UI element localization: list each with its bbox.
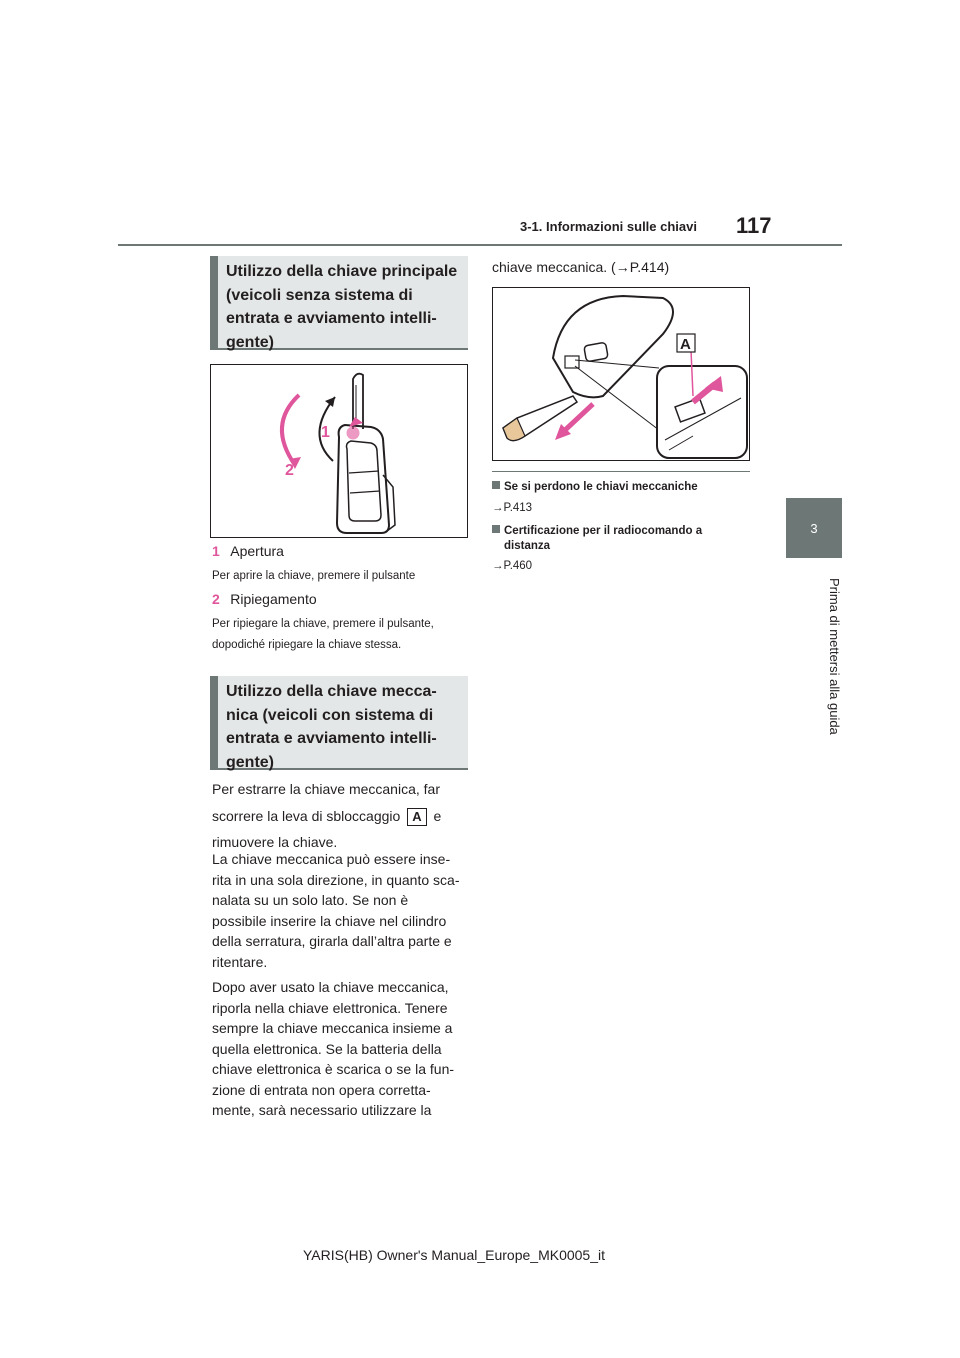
bullet-square-icon: [492, 525, 500, 533]
header-rule: [118, 244, 842, 246]
section2-heading-line: entrata e avviamento intelli-: [226, 730, 437, 747]
section1-heading-line: Utilizzo della chiave principale: [226, 263, 458, 280]
section1-heading: [210, 256, 468, 350]
para3-line: Dopo aver usato la chiave meccanica,: [212, 979, 449, 995]
item-title: Se si perdono le chiavi meccaniche: [504, 481, 698, 493]
item-title-line: Certificazione per il radiocomando a: [504, 525, 703, 537]
para3-line: riporla nella chiave elettronica. Tenere: [212, 999, 448, 1016]
section2-para3: [212, 977, 474, 1121]
step-2-desc-line: Per ripiegare la chiave, premere il pulsante,: [212, 618, 434, 630]
figure-label-2: 2: [285, 462, 294, 479]
para1-line: Per estrarre la chiave meccanica, far: [212, 781, 440, 797]
continuation-text: chiave meccanica. (→P.414): [492, 259, 670, 275]
para3-line: quella elettronica. Se la batteria della: [212, 1040, 442, 1057]
para2-line: nalata su un solo lato. Se non è: [212, 892, 409, 908]
step-2-desc: [212, 614, 434, 656]
section2-heading-line: gente): [226, 753, 274, 771]
label-a-box: A: [407, 808, 426, 826]
item-title-line: distanza: [504, 540, 551, 552]
section2-para1: [212, 779, 474, 853]
para1-line-with-label: [212, 806, 474, 827]
figure-label-1: 1: [321, 424, 330, 441]
mechanical-key-illustration: [493, 288, 749, 460]
item-ref: →P.413: [492, 502, 533, 514]
item-ref: →P.460: [492, 560, 533, 572]
key-fold-figure: [210, 364, 468, 538]
section1-heading-line: entrata e avviamento intelli-: [226, 310, 437, 327]
step-label: Apertura: [230, 543, 284, 559]
step-2-desc-line: dopodiché ripiegare la chiave stessa.: [212, 639, 402, 651]
step-number: 1: [212, 543, 220, 559]
chapter-tab-number: 3: [810, 520, 818, 536]
chapter-tab: [786, 498, 842, 558]
section1-heading-line: (veicoli senza sistema di: [226, 286, 413, 304]
para3-line: mente, sarà necessario utilizzare la: [212, 1102, 432, 1118]
section2-heading-line: Utilizzo della chiave mecca-: [226, 683, 437, 700]
bullet-square-icon: [492, 481, 500, 489]
step-1: [212, 543, 284, 561]
page-number: 117: [736, 213, 772, 238]
para3-line: zione di entrata non opera corretta-: [212, 1081, 431, 1098]
step-label: Ripiegamento: [230, 591, 317, 607]
para2-line: della serratura, girarla dall’altra parte e: [212, 933, 452, 949]
para2-line: ritentare.: [212, 953, 268, 970]
key-fold-illustration: [211, 365, 467, 537]
step-number: 2: [212, 591, 220, 607]
section-title: 3-1. Informazioni sulle chiavi: [520, 219, 697, 234]
step-1-desc: Per aprire la chiave, premere il pulsante: [212, 570, 416, 582]
para1-text: scorrere la leva di sbloccaggio: [212, 807, 401, 824]
para1-text: e: [433, 807, 442, 824]
footer-manual-id: YARIS(HB) Owner's Manual_Europe_MK0005_it: [303, 1247, 605, 1263]
para3-line: chiave elettronica è scarica o se la fun-: [212, 1061, 455, 1077]
mechanical-key-figure: [492, 287, 750, 461]
para3-line: sempre la chiave meccanica insieme a: [212, 1020, 453, 1036]
figure-rule: [492, 471, 750, 472]
para2-line: La chiave meccanica può essere inse-: [212, 851, 451, 867]
chapter-tab-label: Prima di mettersi alla guida: [827, 577, 842, 735]
section2-heading-line: nica (veicoli con sistema di: [226, 706, 434, 724]
step-2: [212, 591, 317, 609]
section2-para2: [212, 849, 474, 972]
figure-label-a: A: [680, 336, 691, 353]
item-certification: [492, 524, 750, 572]
section1-heading-line: gente): [226, 333, 274, 351]
para2-line: possibile inserire la chiave nel cilindro: [212, 912, 447, 929]
para1-line: rimuovere la chiave.: [212, 834, 338, 850]
para2-line: rita in una sola direzione, in quanto sca-: [212, 871, 460, 888]
section2-heading: [210, 676, 468, 770]
item-lost-keys: [492, 480, 750, 514]
